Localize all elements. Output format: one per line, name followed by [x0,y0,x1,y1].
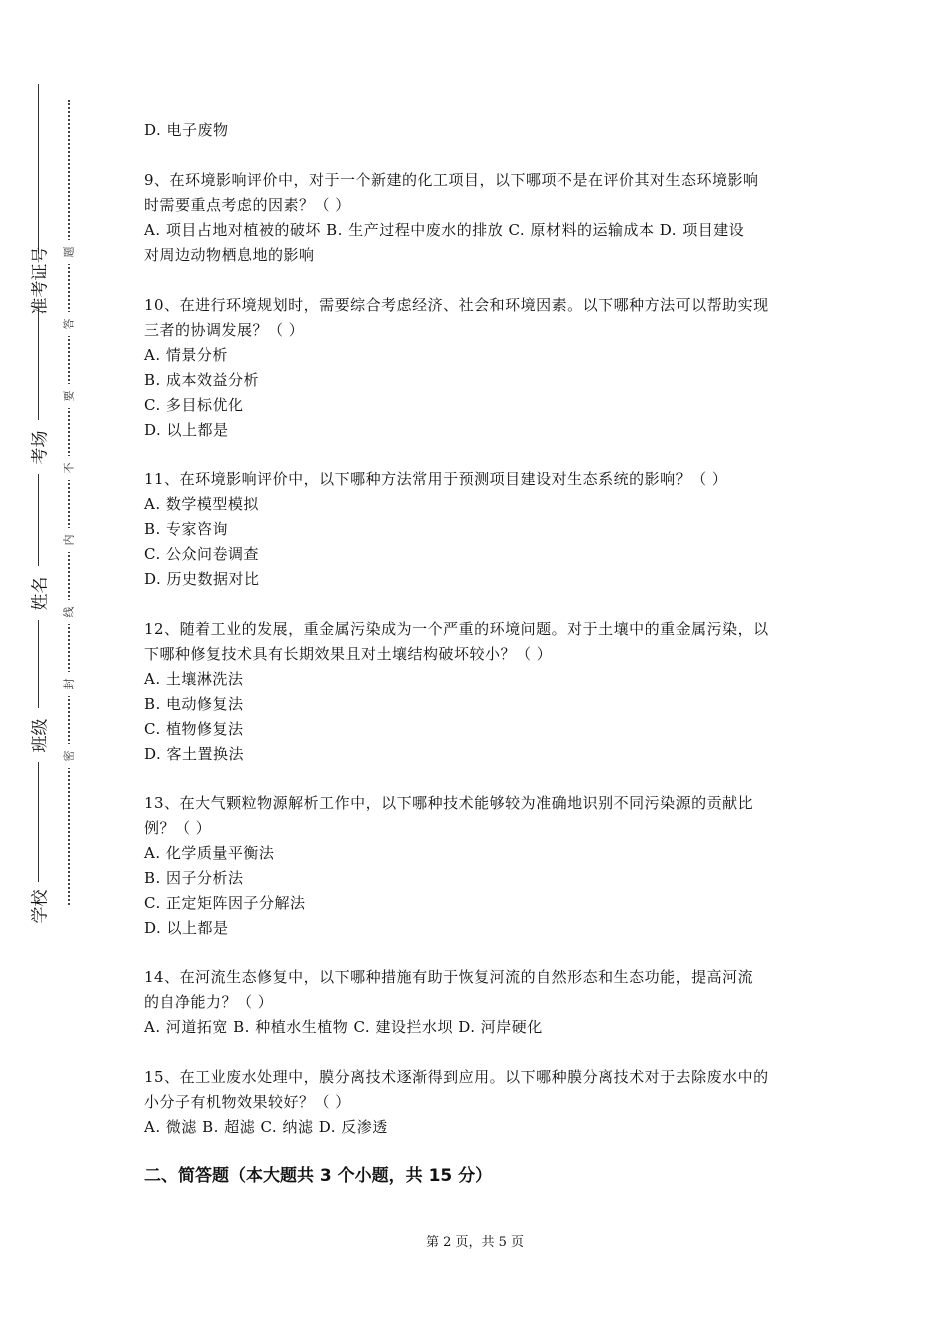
option-line: D. 电子废物 [144,121,229,139]
option-line: B. 成本效益分析 [144,371,260,389]
field-line [38,620,39,708]
option-line: A. 河道拓宽 B. 种植水生植物 C. 建设拦水坝 D. 河岸硬化 [144,1018,543,1036]
option-line: A. 微滤 B. 超滤 C. 纳滤 D. 反渗透 [144,1118,388,1136]
option-line: A. 项目占地对植被的破坏 B. 生产过程中废水的排放 C. 原材料的运输成本 D. 项目建设 [144,221,745,239]
field-line [38,84,39,254]
page-footer: 第 2 页，共 5 页 [425,1235,525,1250]
question-14-stem: 14、在河流生态修复中，以下哪种措施有助于恢复河流的自然形态和生态功能，提高河流 [144,968,754,986]
exam-room-label: 考场 [30,430,51,464]
option-line: B. 专家咨询 [144,520,229,538]
option-line: A. 化学质量平衡法 [144,844,275,862]
option-line: C. 植物修复法 [144,720,244,738]
section-title: 二、简答题（本大题共 3 个小题，共 15 分） [144,1166,493,1186]
question-12-stem: 12、随着工业的发展，重金属污染成为一个严重的环境问题。对于土壤中的重金属污染，以 [144,620,769,638]
class-label: 班级 [30,718,51,752]
seal-char: 要 [58,384,78,408]
field-line [38,474,39,566]
question-11-stem: 11、在环境影响评价中，以下哪种方法常用于预测项目建设对生态系统的影响？（ ） [144,470,728,488]
name-label: 姓名 [30,576,51,610]
option-line: B. 电动修复法 [144,695,244,713]
question-13-stem: 13、在大气颗粒物源解析工作中，以下哪种技术能够较为准确地识别不同污染源的贡献比 [144,794,754,812]
option-line: D. 以上都是 [144,421,229,439]
question-9-stem: 时需要重点考虑的因素？（ ） [144,196,351,214]
seal-char: 线 [58,600,78,624]
option-line: D. 历史数据对比 [144,570,260,588]
option-line: C. 多目标优化 [144,396,244,414]
option-line: C. 公众问卷调查 [144,545,259,563]
option-line: D. 客土置换法 [144,745,245,763]
question-13-stem: 例？（ ） [144,819,212,837]
question-14-stem: 的自净能力？（ ） [144,993,274,1011]
question-10-stem: 三者的协调发展？（ ） [144,321,305,339]
school-label: 学校 [30,889,51,923]
option-line: D. 以上都是 [144,919,229,937]
field-line [38,762,39,882]
field-line [38,308,39,420]
option-line: A. 土壤淋洗法 [144,670,244,688]
question-15-stem: 15、在工业废水处理中，膜分离技术逐渐得到应用。以下哪种膜分离技术对于去除废水中的 [144,1068,769,1086]
question-15-stem: 小分子有机物效果较好？（ ） [144,1093,351,1111]
option-line: B. 因子分析法 [144,869,244,887]
option-line: A. 情景分析 [144,346,228,364]
question-9-stem: 9、在环境影响评价中，对于一个新建的化工项目，以下哪项不是在评价其对生态环境影响 [144,171,759,189]
exam-id-label: 准考证号 [30,246,51,314]
question-12-stem: 下哪种修复技术具有长期效果且对土壤结构破坏较小？（ ） [144,645,553,663]
seal-char: 不 [58,456,78,480]
option-line: C. 正定矩阵因子分解法 [144,894,306,912]
option-line: A. 数学模型模拟 [144,495,259,513]
seal-char: 密 [58,744,78,768]
seal-char: 封 [58,672,78,696]
seal-char: 题 [58,240,78,264]
question-10-stem: 10、在进行环境规划时，需要综合考虑经济、社会和环境因素。以下哪种方法可以帮助实现 [144,296,769,314]
seal-dotted-line [68,100,70,905]
binding-margin [0,0,100,1344]
seal-char: 内 [58,528,78,552]
seal-char: 答 [58,312,78,336]
option-line: 对周边动物栖息地的影响 [144,246,315,264]
